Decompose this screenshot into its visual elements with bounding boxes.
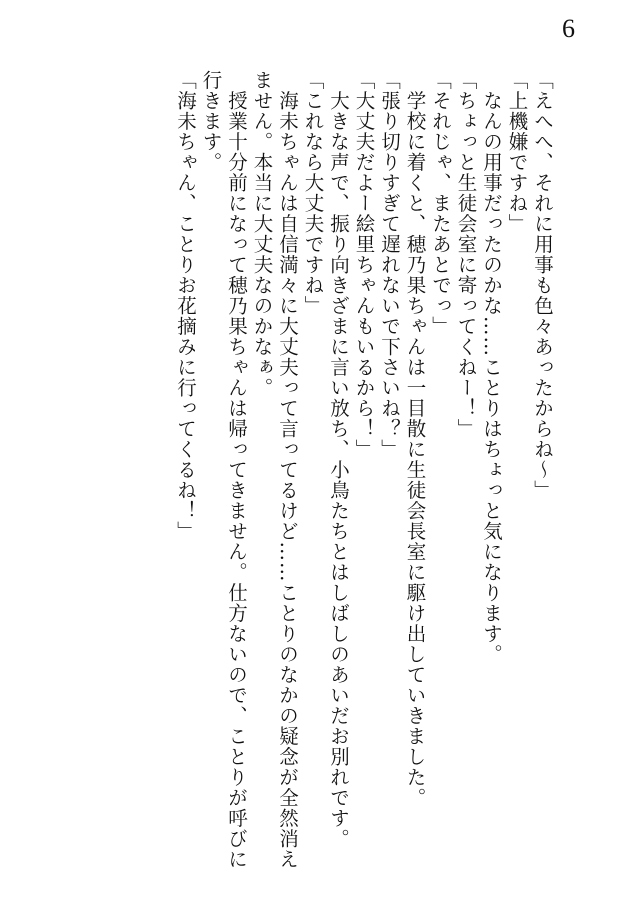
vertical-text-body	[173, 70, 556, 870]
text-line: 授業十分前になって穂乃果ちゃんは帰ってきません。仕方ないので、ことりが呼びに	[225, 70, 248, 870]
text-line: 「これなら大丈夫ですね」	[301, 70, 325, 316]
page-number: 6	[562, 14, 575, 43]
text-line: 「海未ちゃん、ことりお花摘みに行ってくるね！」	[174, 70, 197, 542]
text-line: 「それじゃ、またあとでっ」	[429, 70, 452, 337]
text-line: なんの用事だったのかな……ことりはちょっと気になります。	[480, 70, 503, 665]
text-line: 「張り切りすぎて遅れないで下さいね？」	[378, 70, 401, 460]
text-line: 行きます。	[199, 70, 223, 173]
text-line: ません。本当に大丈夫なのかなぁ。	[250, 70, 274, 398]
text-line: 大きな声で、振り向きざまに言い放ち、小鳥たちとはしばしのあいだお別れです。	[327, 70, 350, 849]
text-line: 「えへへ、それに用事も色々あったからね～」	[531, 70, 554, 501]
text-line: 「大丈夫だよー絵里ちゃんもいるから！」	[352, 70, 376, 460]
text-line: 「ちょっと生徒会室に寄ってくねー！」	[454, 70, 478, 439]
text-line: 海未ちゃんは自信満々に大丈夫って言ってるけど……ことりのなかの疑念が全然消え	[276, 70, 299, 870]
text-line: 学校に着くと、穂乃果ちゃんは一目散に生徒会長室に駆け出していきました。	[403, 70, 427, 808]
text-line: 「上機嫌ですね」	[505, 70, 529, 234]
